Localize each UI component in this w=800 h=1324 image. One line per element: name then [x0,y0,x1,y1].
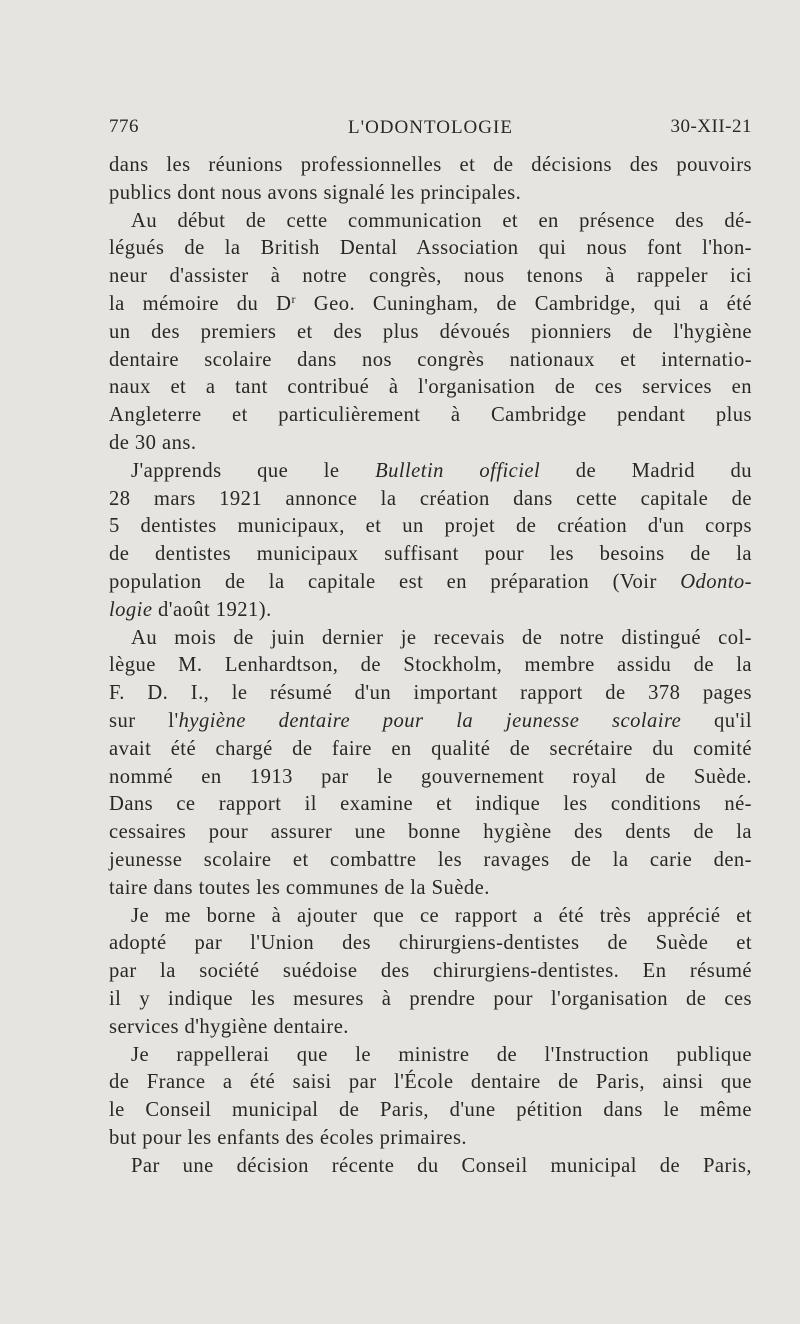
text-line: il y indique les mesures à prendre pour l'organisation de ces [109,987,752,1010]
body-text [109,152,752,1180]
text-line: 5 dentistes municipaux, et un projet de création d'un corps [109,515,752,538]
text-line: but pour les enfants des écoles primaires. [109,1126,468,1149]
text-line: jeunesse scolaire et combattre les ravages de la carie den- [109,848,752,871]
text-run: J'apprends que le [131,459,376,482]
journal-title: L'ODONTOLOGIE [348,117,513,138]
running-header [109,116,752,140]
superscript: r [291,291,296,306]
text-run: qu'il [681,709,753,732]
text-line: taire dans toutes les communes de la Suède. [109,876,490,899]
text-line: publics dont nous avons signalé les principales. [109,181,522,204]
text-line: Je me borne à ajouter que ce rapport a été très apprécié et [131,904,752,927]
text-line: nommé en 1913 par le gouvernement royal de Suède. [109,765,752,788]
italic-title: logie [109,598,153,621]
text-line: le Conseil municipal de Paris, d'une pétition dans le même [109,1099,752,1122]
text-line: lègue M. Lenhardtson, de Stockholm, membre assidu de la [109,654,752,677]
text-line: Je rappellerai que le ministre de l'Instruction publique [131,1043,752,1066]
italic-title: Bulletin officiel [375,459,541,482]
text-line: un des premiers et des plus dévoués pionniers de l'hygiène [109,320,752,343]
text-line: de France a été saisi par l'École dentaire de Paris, ainsi que [109,1071,752,1094]
text-line [109,597,752,625]
italic-title: hygiène dentaire pour la jeunesse scolaire [178,709,682,732]
text-line: de dentistes municipaux suffisant pour les besoins de la [109,543,752,566]
italic-title: Odonto- [680,570,752,593]
text-line: légués de la British Dental Association qui nous font l'hon- [109,237,752,260]
text-line: avait été chargé de faire en qualité de secrétaire du comité [109,737,752,760]
text-line: adopté par l'Union des chirurgiens-dentistes de Suède et [109,932,752,955]
text-line: naux et a tant contribué à l'organisation de ces services en [109,376,752,399]
text-line: Au mois de juin dernier je recevais de notre distingué col- [131,626,752,649]
text-run: d'août 1921). [152,598,272,621]
text-line: Par une décision récente du Conseil municipal de Paris, [131,1154,752,1177]
text-line: neur d'assister à notre congrès, nous tenons à rappeler ici [109,265,752,288]
text-line: 28 mars 1921 annonce la création dans cette capitale de [109,487,752,510]
text-line: Dans ce rapport il examine et indique les conditions né- [109,793,752,816]
text-run: de Madrid du [540,459,753,482]
text-line: dans les réunions professionnelles et de décisions des pouvoirs [109,154,752,176]
text-run: la mémoire du D [109,292,292,315]
issue-date: 30-XII-21 [670,116,752,137]
text-line [109,708,752,736]
text-line: F. D. I., le résumé d'un important rapport de 378 pages [109,682,752,705]
page-number: 776 [109,116,139,137]
text-run: Geo. Cuningham, de Cambridge, qui a été [295,292,753,315]
text-line: Au début de cette communication et en présence des dé- [131,209,752,232]
text-line [109,291,752,319]
text-line [109,458,752,486]
text-line [109,569,752,597]
text-line: services d'hygiène dentaire. [109,1015,349,1038]
text-line: de 30 ans. [109,431,197,454]
text-line: dentaire scolaire dans nos congrès nationaux et internatio- [109,348,752,371]
text-line: cessaires pour assurer une bonne hygiène des dents de la [109,821,752,844]
text-line: par la société suédoise des chirurgiens-dentistes. En résumé [109,960,752,983]
text-run: population de la capitale est en préparation (Voir [109,570,681,593]
text-line: Angleterre et particulièrement à Cambridge pendant plus [109,404,752,427]
text-run: sur l' [109,709,179,732]
